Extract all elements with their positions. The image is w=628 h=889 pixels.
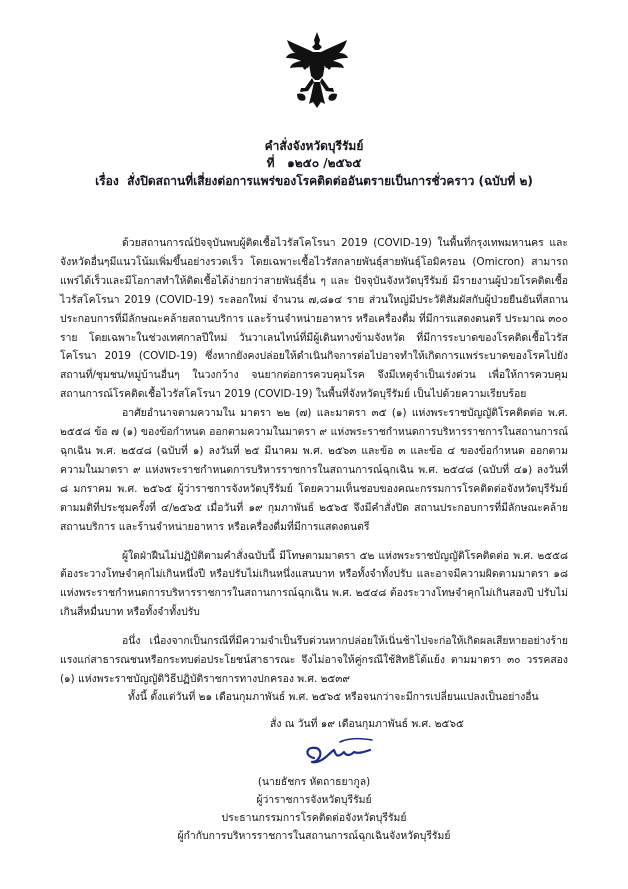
signatory-position: ผู้ว่าราชการจังหวัดบุรีรัมย์: [256, 794, 372, 806]
signatory-role-chair: ประธานกรรมการโรคติดต่อจังหวัดบุรีรัมย์: [221, 812, 407, 824]
paragraph-situation: ด้วยสถานการณ์ปัจจุบันพบผู้ติดเชื้อไวรัสโคโรนา 2019 (COVID-19) ในพื้นที่กรุงเทพมหานคร และจังหวัดอื่นๆมีแนวโน้มเพิ่มขึ้นอย่างรวดเร็ว โดยเฉพาะเชื้อไวรัสกลายพันธุ์สายพันธุ์โอมิครอน (Omicron) สามารถแพร่ได้เร็วและมีโอกาสทำให้ติดเชื้อได้ง่ายกว่าสายพันธุ์อื่น ๆ และ ปัจจุบันจังหวัดบุรีรัมย์ มีรายงานผู้ป่วยโรคติดเชื้อไวรัสโคโรนา 2019 (COVID-19) ระลอกใหม่ จำนวน ๗,๘๑๔ ราย ส่วนใหญ่มีประวัติสัมผัสกับผู้ป่วยยืนยันที่สถานประกอบการที่มีลักษณะคล้ายสถานบริการ และร้านจำหน่ายอาหาร หรือเครื่องดื่ม ที่มีการแสดงดนตรี ประมาณ ๓๐๐ ราย โดยเฉพาะในช่วงเทศกาลปีใหม่ วันวาเลนไทน์ที่มีผู้เดินทางข้ามจังหวัด ที่มีการระบาดของโรคติดเชื้อไวรัสโคโรนา 2019 (COVID-19) ซึ่งหากยังคงปล่อยให้ดำเนินกิจการต่อไปอาจทำให้เกิดการแพร่ระบาดของโรคไปยังสถานที่/ชุมชน/หมู่บ้านอื่นๆ ในวงกว้าง จนยากต่อการควบคุมโรค จึงมีเหตุจำเป็นเร่งด่วน เพื่อให้การควบคุมสถานการณ์โรคติดเชื้อไวรัสโคโรนา 2019 (COVID-19) ในพื้นที่จังหวัดบุรีรัมย์ เป็นไปด้วยความเรียบร้อย: [60, 237, 568, 401]
order-date-line: สั่ง ณ วันที่ ๑๙ เดือนกุมภาพันธ์ พ.ศ. ๒๕๖๕: [270, 718, 464, 730]
handwritten-signature-icon: [300, 728, 390, 774]
effective-date-line: ทั้งนี้ ตั้งแต่วันที่ ๒๑ เดือนกุมภาพันธ์ พ.ศ. ๒๕๖๕ หรือจนกว่าจะมีการเปลี่ยนแปลงเป็นอย่างอื่น: [128, 691, 539, 703]
order-subject-label: เรื่อง: [95, 174, 119, 188]
order-number-value: ๑๒๕๐ /๒๕๖๕: [287, 156, 362, 170]
signatory-role-emergency: ผู้กำกับการบริหารราชการในสถานการณ์ฉุกเฉินจังหวัดบุรีรัมย์: [177, 830, 451, 842]
order-title: คำสั่งจังหวัดบุรีรัมย์: [264, 139, 364, 153]
paragraph-penalty: ผู้ใดฝ่าฝืนไม่ปฏิบัติตามคำสั่งฉบับนี้ มีโทษตามมาตรา ๕๒ แห่งพระราชบัญญัติโรคติดต่อ พ.ศ. ๒๕๕๘ ต้องระวางโทษจำคุกไม่เกินหนึ่งปี หรือปรับไม่เกินหนึ่งแสนบาท หรือทั้งจำทั้งปรับ และอาจมีความผิดตามมาตรา ๑๘ แห่งพระราชกำหนดการบริหารราชการในสถานการณ์ฉุกเฉิน พ.ศ. ๒๕๔๘ ต้องระวางโทษจำคุกไม่เกินสองปี ปรับไม่เกินสี่หมื่นบาท หรือทั้งจำทั้งปรับ: [60, 549, 568, 619]
order-subject-text: สั่งปิดสถานที่เสี่ยงต่อการแพร่ของโรคติดต่ออันตรายเป็นการชั่วคราว (ฉบับที่ ๒): [127, 174, 533, 188]
order-body: [60, 234, 568, 689]
paragraph-urgency: อนึ่ง เนื่องจากเป็นกรณีที่มีความจำเป็นรีบด่วนหากปล่อยให้เนิ่นช้าไปจะก่อให้เกิดผลเสียหายอย่างร้ายแรงแก่สาธารณชนหรือกระทบต่อประโยชน์สาธารณะ จึงไม่อาจให้คู่กรณีใช้สิทธิโต้แย้ง ตามมาตรา ๓๐ วรรคสอง (๑) แห่งพระราชบัญญัติวิธีปฏิบัติราชการทางปกครอง พ.ศ. ๒๕๓๙: [60, 635, 568, 685]
order-number-label: ที่: [266, 156, 275, 170]
signatory-name: (นายธัชกร หัตถาธยากูล): [257, 776, 371, 788]
order-number: [0, 155, 628, 171]
garuda-emblem-icon: [283, 30, 351, 110]
paragraph-legal-authority: อาศัยอำนาจตามความใน มาตรา ๒๒ (๗) และมาตรา ๓๕ (๑) แห่งพระราชบัญญัติโรคติดต่อ พ.ศ. ๒๕๕๘ ข้อ ๗ (๑) ของข้อกำหนด ออกตามความในมาตรา ๙ แห่งพระราชกำหนดการบริหารราชการในสถานการณ์ฉุกเฉิน พ.ศ. ๒๕๔๘ (ฉบับที่ ๑) ลงวันที่ ๒๕ มีนาคม พ.ศ. ๒๕๖๓ และข้อ ๓ และข้อ ๔ ของข้อกำหนด ออกตามความในมาตรา ๙ แห่งพระราชกำหนดการบริหารราชการในสถานการณ์ฉุกเฉิน พ.ศ. ๒๕๔๘ (ฉบับที่ ๔๑) ลงวันที่ ๘ มกราคม พ.ศ. ๒๕๖๕ ผู้ว่าราชการจังหวัดบุรีรัมย์ โดยความเห็นชอบของคณะกรรมการโรคติดต่อจังหวัดบุรีรัมย์ ตามมติที่ประชุมครั้งที่ ๔/๒๕๖๕ เมื่อวันที่ ๑๙ กุมภาพันธ์ ๒๕๖๕ จึงมีคำสั่งปิด สถานประกอบการที่มีลักษณะคล้ายสถานบริการ และร้านจำหน่ายอาหาร หรือเครื่องดื่มที่มีการแสดงดนตรี: [60, 407, 568, 533]
order-subject: [0, 173, 628, 189]
